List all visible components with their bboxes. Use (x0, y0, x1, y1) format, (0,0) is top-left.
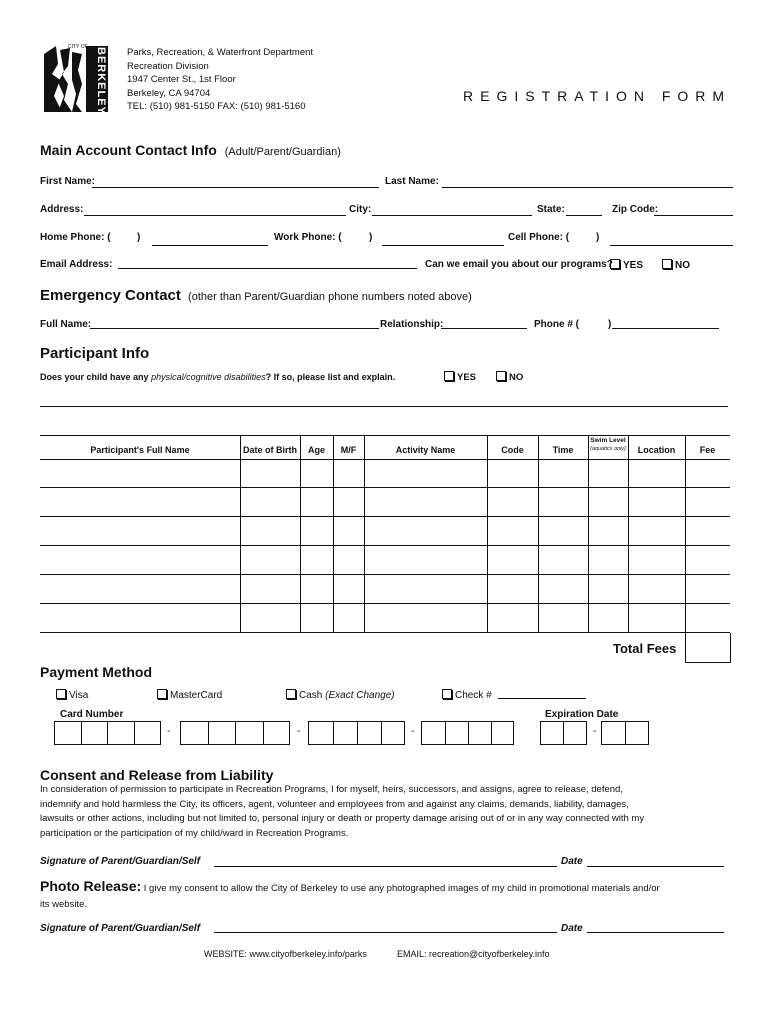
email-question: Can we email you about our programs? (425, 259, 613, 270)
expiration-label: Expiration Date (545, 709, 619, 720)
digit-divider (357, 722, 358, 744)
main-account-title: Main Account Contact Info (40, 142, 217, 158)
col-header-dob: Date of Birth (243, 445, 297, 455)
city-field[interactable] (372, 215, 532, 216)
form-title: REGISTRATION FORM (463, 88, 732, 104)
column-divider (588, 435, 589, 633)
disability-question-b: physical/cognitive disabilities (151, 372, 266, 382)
home-phone-label: Home Phone: ( (40, 232, 111, 243)
disability-yes-label: YES (457, 372, 477, 383)
consent-date-label: Date (561, 856, 583, 867)
card-group-4[interactable] (421, 721, 514, 745)
photo-signature-label: Signature of Parent/Guardian/Self (40, 923, 201, 934)
digit-divider (107, 722, 108, 744)
checkbox-icon (286, 689, 296, 699)
zip-label: Zip Code: (612, 204, 659, 215)
department-address (127, 46, 313, 114)
state-field[interactable] (566, 215, 602, 216)
digit-divider (263, 722, 264, 744)
cash-option[interactable] (286, 689, 395, 701)
city-label: City: (349, 204, 372, 215)
disability-no-label: NO (509, 372, 524, 383)
zip-field[interactable] (654, 215, 733, 216)
total-fees-label: Total Fees (613, 641, 677, 656)
table-row-rule (40, 459, 730, 460)
email-label: Email Address: (40, 259, 113, 270)
visa-label: Visa (69, 690, 89, 701)
consent-line: In consideration of permission to participate in Recreation Programs, I for myself, heirs, successors, and assigns, agree to release, defend, (40, 784, 623, 795)
disability-question (40, 372, 395, 382)
checkbox-icon (662, 259, 672, 269)
column-divider (487, 435, 488, 633)
col-header-time: Time (552, 445, 574, 455)
digit-divider (468, 722, 469, 744)
email-yes-label: YES (623, 260, 644, 271)
column-divider (333, 435, 334, 633)
col-header-age: Age (307, 445, 325, 455)
payment-title: Payment Method (40, 664, 153, 680)
digit-divider (445, 722, 446, 744)
cell-phone-label: Cell Phone: ( (508, 232, 570, 243)
digit-divider (208, 722, 209, 744)
check-label: Check # (455, 690, 492, 701)
main-account-heading (40, 142, 341, 158)
table-bottom-rule (40, 632, 730, 633)
table-row-rule (40, 603, 730, 604)
mastercard-label: MasterCard (170, 690, 223, 701)
column-divider (685, 435, 686, 633)
emergency-phone-label: Phone # ( (534, 319, 580, 330)
consent-line: lawsuits or other actions, including but not limited to, personal injury or death or property damage arising out of or in any way connected with my (40, 813, 645, 824)
footer-website[interactable]: WEBSITE: www.cityofberkeley.info/parks (204, 949, 367, 959)
expiration-year[interactable] (601, 721, 649, 745)
participant-table (40, 435, 730, 635)
card-dash: - (297, 726, 301, 737)
digit-divider (563, 722, 564, 744)
card-dash: - (411, 726, 415, 737)
col-header-swim: Swim Level (590, 437, 626, 444)
work-phone-paren: ) (369, 232, 373, 243)
consent-signature-field[interactable] (214, 866, 557, 867)
expiration-dash: - (593, 726, 597, 737)
photo-signature-field[interactable] (214, 932, 557, 933)
total-fees-field[interactable] (685, 633, 731, 663)
check-number-field[interactable] (498, 698, 586, 699)
consent-line: indemnify and hold harmless the City, its officers, agent, volunteer and employees from and against any claims, demands, liability, damages, (40, 798, 629, 810)
phone-fax: TEL: (510) 981-5150 FAX: (510) 981-5160 (127, 101, 306, 112)
email-yes-option[interactable] (610, 259, 643, 271)
col-header-activity: Activity Name (395, 445, 456, 455)
cell-phone-paren: ) (596, 232, 600, 243)
emergency-phone-paren: ) (608, 319, 612, 330)
address-label: Address: (40, 204, 84, 215)
digit-divider (81, 722, 82, 744)
disability-yes-option[interactable] (444, 371, 476, 383)
card-group-2[interactable] (180, 721, 290, 745)
digit-divider (333, 722, 334, 744)
col-header-location: Location (637, 445, 676, 455)
table-row-rule (40, 545, 730, 546)
card-dash: - (167, 726, 171, 737)
emergency-name-field[interactable] (90, 328, 379, 329)
photo-date-label: Date (561, 923, 583, 934)
city-logo (42, 44, 110, 114)
disability-question-c: ? If so, please list and explain. (265, 372, 396, 382)
photo-release-text: I give my consent to allow the City of Berkeley to use any photographed images of my child in promotional materials and/or (143, 883, 660, 894)
relationship-field[interactable] (441, 328, 527, 329)
email-field[interactable] (118, 268, 417, 269)
card-number-label: Card Number (60, 709, 124, 720)
expiration-month[interactable] (540, 721, 587, 745)
digit-divider (491, 722, 492, 744)
checkbox-icon (157, 689, 167, 699)
dept-name: Parks, Recreation, & Waterfront Department (127, 47, 314, 58)
col-header-code: Code (501, 445, 524, 455)
last-name-field[interactable] (442, 187, 733, 188)
digit-divider (381, 722, 382, 744)
work-phone-field[interactable] (382, 245, 504, 246)
address-field[interactable] (84, 215, 346, 216)
relationship-label: Relationship: (380, 319, 444, 330)
state-label: State: (537, 204, 565, 215)
photo-release (40, 878, 740, 913)
disability-explain-field[interactable] (40, 406, 728, 407)
home-phone-paren: ) (137, 232, 141, 243)
cash-label: Cash (299, 690, 323, 701)
visa-option[interactable] (56, 689, 88, 701)
logo-small-text: CITY OF (68, 44, 88, 50)
work-phone-label: Work Phone: ( (274, 232, 342, 243)
city-state-zip: Berkeley, CA 94704 (127, 87, 211, 99)
table-top-rule (40, 435, 730, 436)
table-row-rule (40, 487, 730, 488)
card-group-1[interactable] (54, 721, 161, 745)
column-divider (538, 435, 539, 633)
digit-divider (235, 722, 236, 744)
email-no-label: NO (675, 260, 690, 271)
col-header-swim-sub: (aquatics only) (590, 446, 626, 452)
check-option[interactable] (442, 689, 492, 701)
digit-divider (134, 722, 135, 744)
division-name: Recreation Division (127, 60, 209, 72)
last-name-label: Last Name: (385, 176, 439, 187)
consent-text (40, 783, 644, 841)
mastercard-option[interactable] (157, 689, 222, 701)
digit-divider (625, 722, 626, 744)
consent-line: participation or the participation of my child/ward in Recreation Programs. (40, 827, 349, 839)
column-divider (240, 435, 241, 633)
consent-signature-label: Signature of Parent/Guardian/Self (40, 856, 201, 867)
card-group-3[interactable] (308, 721, 405, 745)
emergency-subtitle: (other than Parent/Guardian phone numbers noted above) (188, 291, 472, 303)
column-divider (364, 435, 365, 633)
footer-email[interactable]: EMAIL: recreation@cityofberkeley.info (397, 949, 550, 959)
consent-date-field[interactable] (587, 866, 724, 867)
disability-question-a: Does your child have any (40, 372, 149, 382)
photo-release-text-2: its website. (40, 899, 87, 910)
col-header-sex: M/F (340, 445, 357, 455)
table-row-rule (40, 516, 730, 517)
photo-release-title: Photo Release: (40, 878, 142, 894)
table-row-rule (40, 574, 730, 575)
main-account-subtitle: (Adult/Parent/Guardian) (224, 146, 341, 158)
emergency-phone-field[interactable] (612, 328, 719, 329)
email-no-option[interactable] (662, 259, 690, 271)
checkbox-icon (444, 371, 454, 381)
column-divider (300, 435, 301, 633)
first-name-field[interactable] (92, 187, 379, 188)
emergency-title: Emergency Contact (40, 287, 181, 304)
checkbox-icon (442, 689, 452, 699)
cash-note: (Exact Change) (325, 690, 395, 701)
column-divider (628, 435, 629, 633)
street-address: 1947 Center St., 1st Floor (127, 74, 236, 85)
logo-name-text: BERKELEY (95, 47, 107, 115)
consent-title: Consent and Release from Liability (40, 767, 274, 783)
disability-no-option[interactable] (496, 371, 523, 383)
emergency-heading (40, 287, 472, 304)
participant-title: Participant Info (40, 345, 150, 362)
checkbox-icon (496, 371, 506, 381)
first-name-label: First Name: (40, 176, 96, 187)
home-phone-field[interactable] (152, 245, 268, 246)
photo-date-field[interactable] (587, 932, 724, 933)
checkbox-icon (610, 259, 620, 269)
checkbox-icon (56, 689, 66, 699)
col-header-fee: Fee (699, 445, 716, 455)
cell-phone-field[interactable] (610, 245, 733, 246)
col-header-name: Participant's Full Name (90, 445, 190, 455)
emergency-name-label: Full Name: (40, 319, 92, 330)
